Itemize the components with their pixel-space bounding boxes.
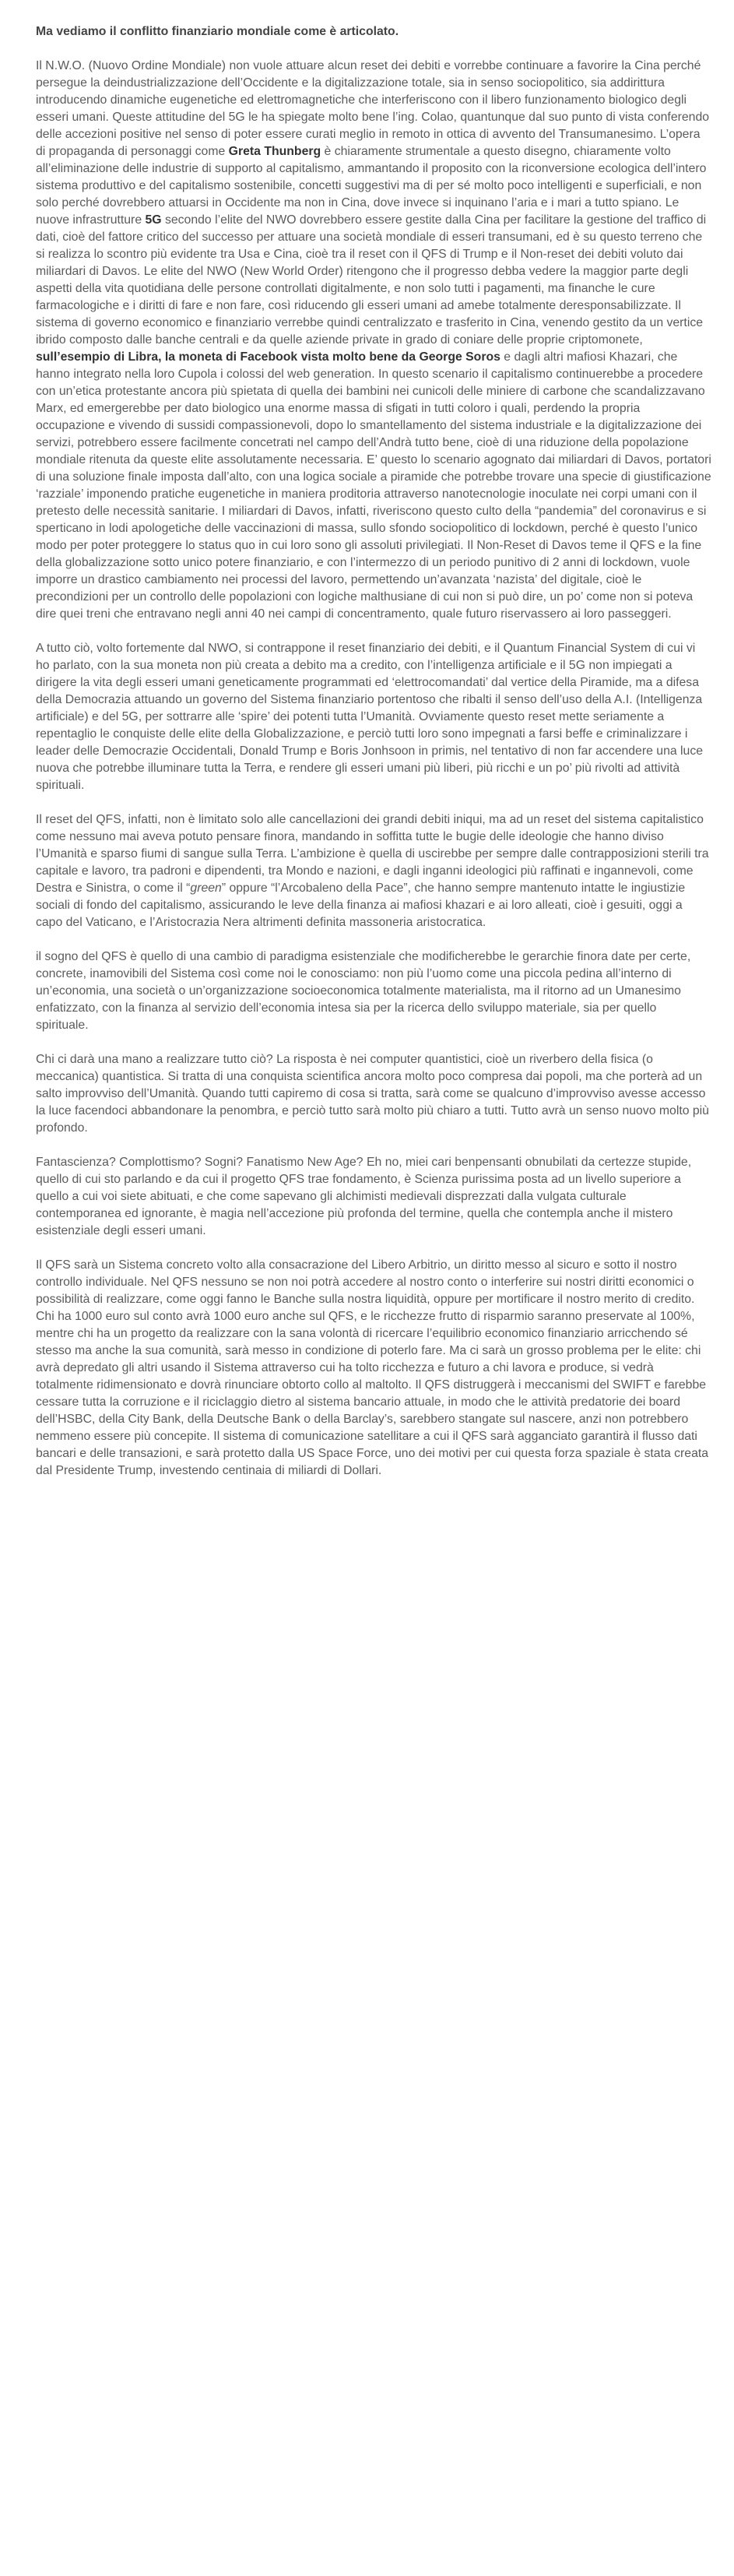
- bold-text: sull’esempio di Libra, la moneta di Facebook vista molto bene da George Soros: [36, 350, 500, 364]
- paragraph-6: Fantascienza? Complottismo? Sogni? Fanatismo New Age? Eh no, miei cari benpensanti obnubilati da certezze stupide, quello di cui sto parlando e da cui il progetto QFS trae fondamento, è Scienza purissima posta ad un livello superiore a quello a cui voi siete abituati, e che come sapevano gli alchimisti medievali disprezzati dalla vulgata culturale contemporanea ed ignorante, è magia nell’accezione più profonda del termine, quella che contempla anche il mistero esistenziale degli esseri umani.: [36, 1156, 692, 1237]
- paragraph-1: [36, 58, 712, 623]
- paragraph-3: [36, 811, 712, 931]
- text-run: secondo l’elite del NWO dovrebbero essere gestite dalla Cina per facilitare la gestione del traffico di dati, cioè del fattore critico del successo per attuare una società mondiale di esseri transumani, ed è su questo terreno che si realizza lo scontro più evidente tra Usa e Cina, cioè tra il reset con il QFS di Trump e il Non-reset dei debiti voluto dai miliardari di Davos. Le elite del NWO (New World Order) ritengono che il progresso debba vedere la maggior parte degli aspetti della vita quotidiana delle persone controllati digitalmente, e non solo tutti i pagamenti, ma finanche le cure farmacologiche e i diritti di fare e non fare, così riducendo gli esseri umani ad amebe totalmente deresponsabilizzate. Il sistema di governo economico e finanziario verrebbe quindi centralizzato e trasferito in Cina, venendo gestito da un vertice ibrido composto dalle banche centrali e da quelle aziende private in grado di coniare delle proprie criptomonete,: [36, 213, 707, 347]
- paragraph-7: Il QFS sarà un Sistema concreto volto alla consacrazione del Libero Arbitrio, un diritto messo al sicuro e sotto il nostro controllo individuale. Nel QFS nessuno se non noi potrà accedere al nostro conto o interferire sui nostri diritti economici o possibilità di realizzare, come oggi fanno le Banche sulla nostra liquidità, oppure per mortificare il nostro merito di credito. Chi ha 1000 euro sul conto avrà 1000 euro anche sul QFS, e le ricchezze frutto di risparmio saranno preservate al 100%, mentre chi ha un progetto da realizzare con la sana volontà di ricercare l’equilibrio economico finanziario arricchendo sé stesso ma anche la sua comunità, sarà messo in condizione di poterlo fare. Ma ci sarà un grosso problema per le elite: chi avrà depredato gli altri usando il Sistema attraverso cui ha tolto ricchezza e futuro a chi lavora e produce, si vedrà totalmente ridimensionato e dovrà rinunciare obtorto collo al maltolto. Il QFS distruggerà i meccanismi del SWIFT e farebbe cessare tutta la corruzione e il riciclaggio dietro al sistema bancario attuale, in modo che le attività predatorie dei board dell’HSBC, della City Bank, della Deutsche Bank o della Barclay’s, sarebbero stangate sul nascere, anzi non potrebbero nemmeno essere più concepite. Il sistema di comunicazione satellitare a cui il QFS sarà agganciato garantirà il flusso dati bancari e delle transazioni, e sarà protetto dalla US Space Force, uno dei motivi per cui questa forza spaziale è stata creata dal Presidente Trump, investendo centinaia di miliardi di Dollari.: [36, 1258, 709, 1477]
- paragraph-4: il sogno del QFS è quello di una cambio di paradigma esistenziale che modificherebbe le gerarchie finora date per certe, concrete, inamovibili del Sistema così come noi le conosciamo: non più l’uomo come una piccola pedina all’interno di un’economia, una società o un’organizzazione socioeconomica totalmente materialista, ma il ritorno ad un Umanesimo enfatizzato, con la finanza al servizio dell’economia intesa sia per la ricerca dello sviluppo materiale, sia per quello spirituale.: [36, 950, 691, 1032]
- paragraph-2: A tutto ciò, volto fortemente dal NWO, si contrappone il reset finanziario dei debiti, e il Quantum Financial System di cui vi ho parlato, con la sua moneta non più creata a debito ma a credito, con l’intelligenza artificiale e il 5G non impiegati a dirigere la vita degli esseri umani geneticamente programmati ed ‘elettrocomandati’ dal vertice della Piramide, ma a difesa della Democrazia attuando un governo del Sistema finanziario portentoso che ribalti il senso dell’uso della A.I. (Intelligenza artificiale) e del 5G, per sottrarre alle ‘spire’ dei potenti tutta l’Umanità. Ovviamente questo reset mette seriamente a repentaglio le conquiste delle elite della Globalizzazione, e perciò tutti loro sono impegnati a farsi beffe e criminalizzare i leader delle Democrazie Occidentali, Donald Trump e Boris Jonhsoon in primis, nel tentativo di non far accendere una luce nuova che potrebbe illuminare tutta la Terra, e rendere gli esseri umani più liberi, più ricchi e un po’ più rivolti ad attività spirituali.: [36, 642, 704, 792]
- text-run: ” oppure “l’Arcobaleno della Pace”, che hanno sempre mantenuto intatte le ingiustizie sociali di fondo del capitalismo, assicurando le leve della finanza ai mafiosi khazari e ai loro alleati, cioè i gesuiti, oggi a capo del Vaticano, e l’Aristocrazia Nera altrimenti definita massoneria aristocratica.: [36, 882, 686, 929]
- paragraph-5: Chi ci darà una mano a realizzare tutto ciò? La risposta è nei computer quantistici, cioè un riverbero della fisica (o meccanica) quantistica. Si tratta di una conquista scientifica ancora molto poco compresa dai popoli, ma che porterà ad un salto improvviso dell’Umanità. Quando tutti capiremo di cosa si tratta, sarà come se qualcuno d’improvviso avesse accesso la luce facendoci abbandonare la penombra, e perciò tutto sarà molto più chiaro a tutti. Tutto avrà un senso nuovo molto più profondo.: [36, 1053, 709, 1135]
- italic-text: green: [190, 882, 222, 895]
- text-run: Il N.W.O. (Nuovo Ordine Mondiale) non vuole attuare alcun reset dei debiti e vorrebbe continuare a favorire la Cina perché persegue la deindustrializzazione dell’Occidente e la digitalizzazione totale, sia in senso sociopolitico, sia addirittura introducendo dinamiche eugenetiche ed elettromagnetiche che interferiscono con il libero funzionamento biologico degli esseri umani. Queste attitudine del 5G le ha spiegate molto bene l’ing. Colao, quantunque dal suo punto di vista conferendo delle accezioni positive nel senso di poter essere curati meglio in remoto in ottica di avvento del Transumanesimo. L’opera di propaganda di personaggi come: [36, 59, 710, 158]
- text-run: Il reset del QFS, infatti, non è limitato solo alle cancellazioni dei grandi debiti iniqui, ma ad un reset del sistema capitalistico come nessuno mai aveva potuto pensare finora, mandando in soffitta tutte le bugie delle ideologie che hanno diviso l’Umanità e sparso fiumi di sangue sulla Terra. L’ambizione è quella di uscirebbe per sempre dalle contrapposizioni sterili tra capitale e lavoro, tra padroni e dipendenti, tra Mondo e nazioni, e dagli inganni ideologici più raffinati e ingannevoli, come Destra e Sinistra, o come il “: [36, 813, 709, 895]
- text-run: è chiaramente strumentale a questo disegno, chiaramente volto all’eliminazione delle industrie di supporto al capitalismo, ammantando il proposito con la riconversione ecologica dell’intero sistema produttivo e del capitalismo sostenibile, concetti suggestivi ma di per sé molto poco intelligenti e superficiali, e non solo perché dovrebbero attuarsi in Occidente ma non in Cina, dove invece si inquinano l’aria e i mari a tutto spiano. Le nuove infrastrutture: [36, 145, 707, 227]
- article-title: Ma vediamo il conflitto finanziario mondiale come è articolato.: [36, 25, 399, 38]
- text-run: e dagli altri mafiosi Khazari, che hanno integrato nella loro Cupola i colossi del web generation. In questo scenario il capitalismo continuerebbe a procedere con un’etica protestante ancora più spietata di quella dei bambini nei cunicoli delle miniere di carbone che scandalizzavano Marx, ed emergerebbe per dato biologico una enorme massa di sfigati in tutti coloro i quali, perdendo la propria occupazione e vivendo di sussidi compassionevoli, dopo lo smantellamento del sistema industriale e la digitalizzazione dei servizi, potrebbero essere facilmente concetrati nel campo dell’Andrà tutto bene, cioè di una riduzione della popolazione mondiale ritenuta da queste elite assolutamente necessaria. E’ questo lo scenario agognato dai miliardari di Davos, portatori di una soluzione finale imposta dall’alto, con una logica sociale a piramide che potrebbe trovare una specie di giustificazione ‘razziale’ imponendo pratiche eugenetiche in maniera proditoria attraverso nanotecnologie inoculate nei corpi umani con il pretesto delle necessità sanitarie. I miliardari di Davos, infatti, riveriscono questo culto della “pandemia” del coronavirus e si sperticano in lodi apologetiche delle vaccinazioni di massa, sullo sfondo sociopolitico di lockdown, perché è questo l’unico modo per poter proteggere lo status quo in cui loro sono gli assoluti privilegiati. Il Non-Reset di Davos teme il QFS e la fine della globalizzazione sotto unico potere finanziario, e con l’intermezzo di un periodo punitivo di 2 anni di lockdown, vuole imporre un drastico cambiamento nei processi del lavoro, permettendo un’avanzata ‘nazista’ del digitale, cioè le precondizioni per un controllo delle popolazioni con logiche malthusiane di cui non si può dire, un po’ come non si poteva dire quei treni che entravano negli anni 40 nei campi di concentramento, quale futuro riservassero ai loro passeggeri.: [36, 350, 711, 621]
- bold-text: 5G: [145, 213, 162, 227]
- bold-text: Greta Thunberg: [228, 145, 321, 158]
